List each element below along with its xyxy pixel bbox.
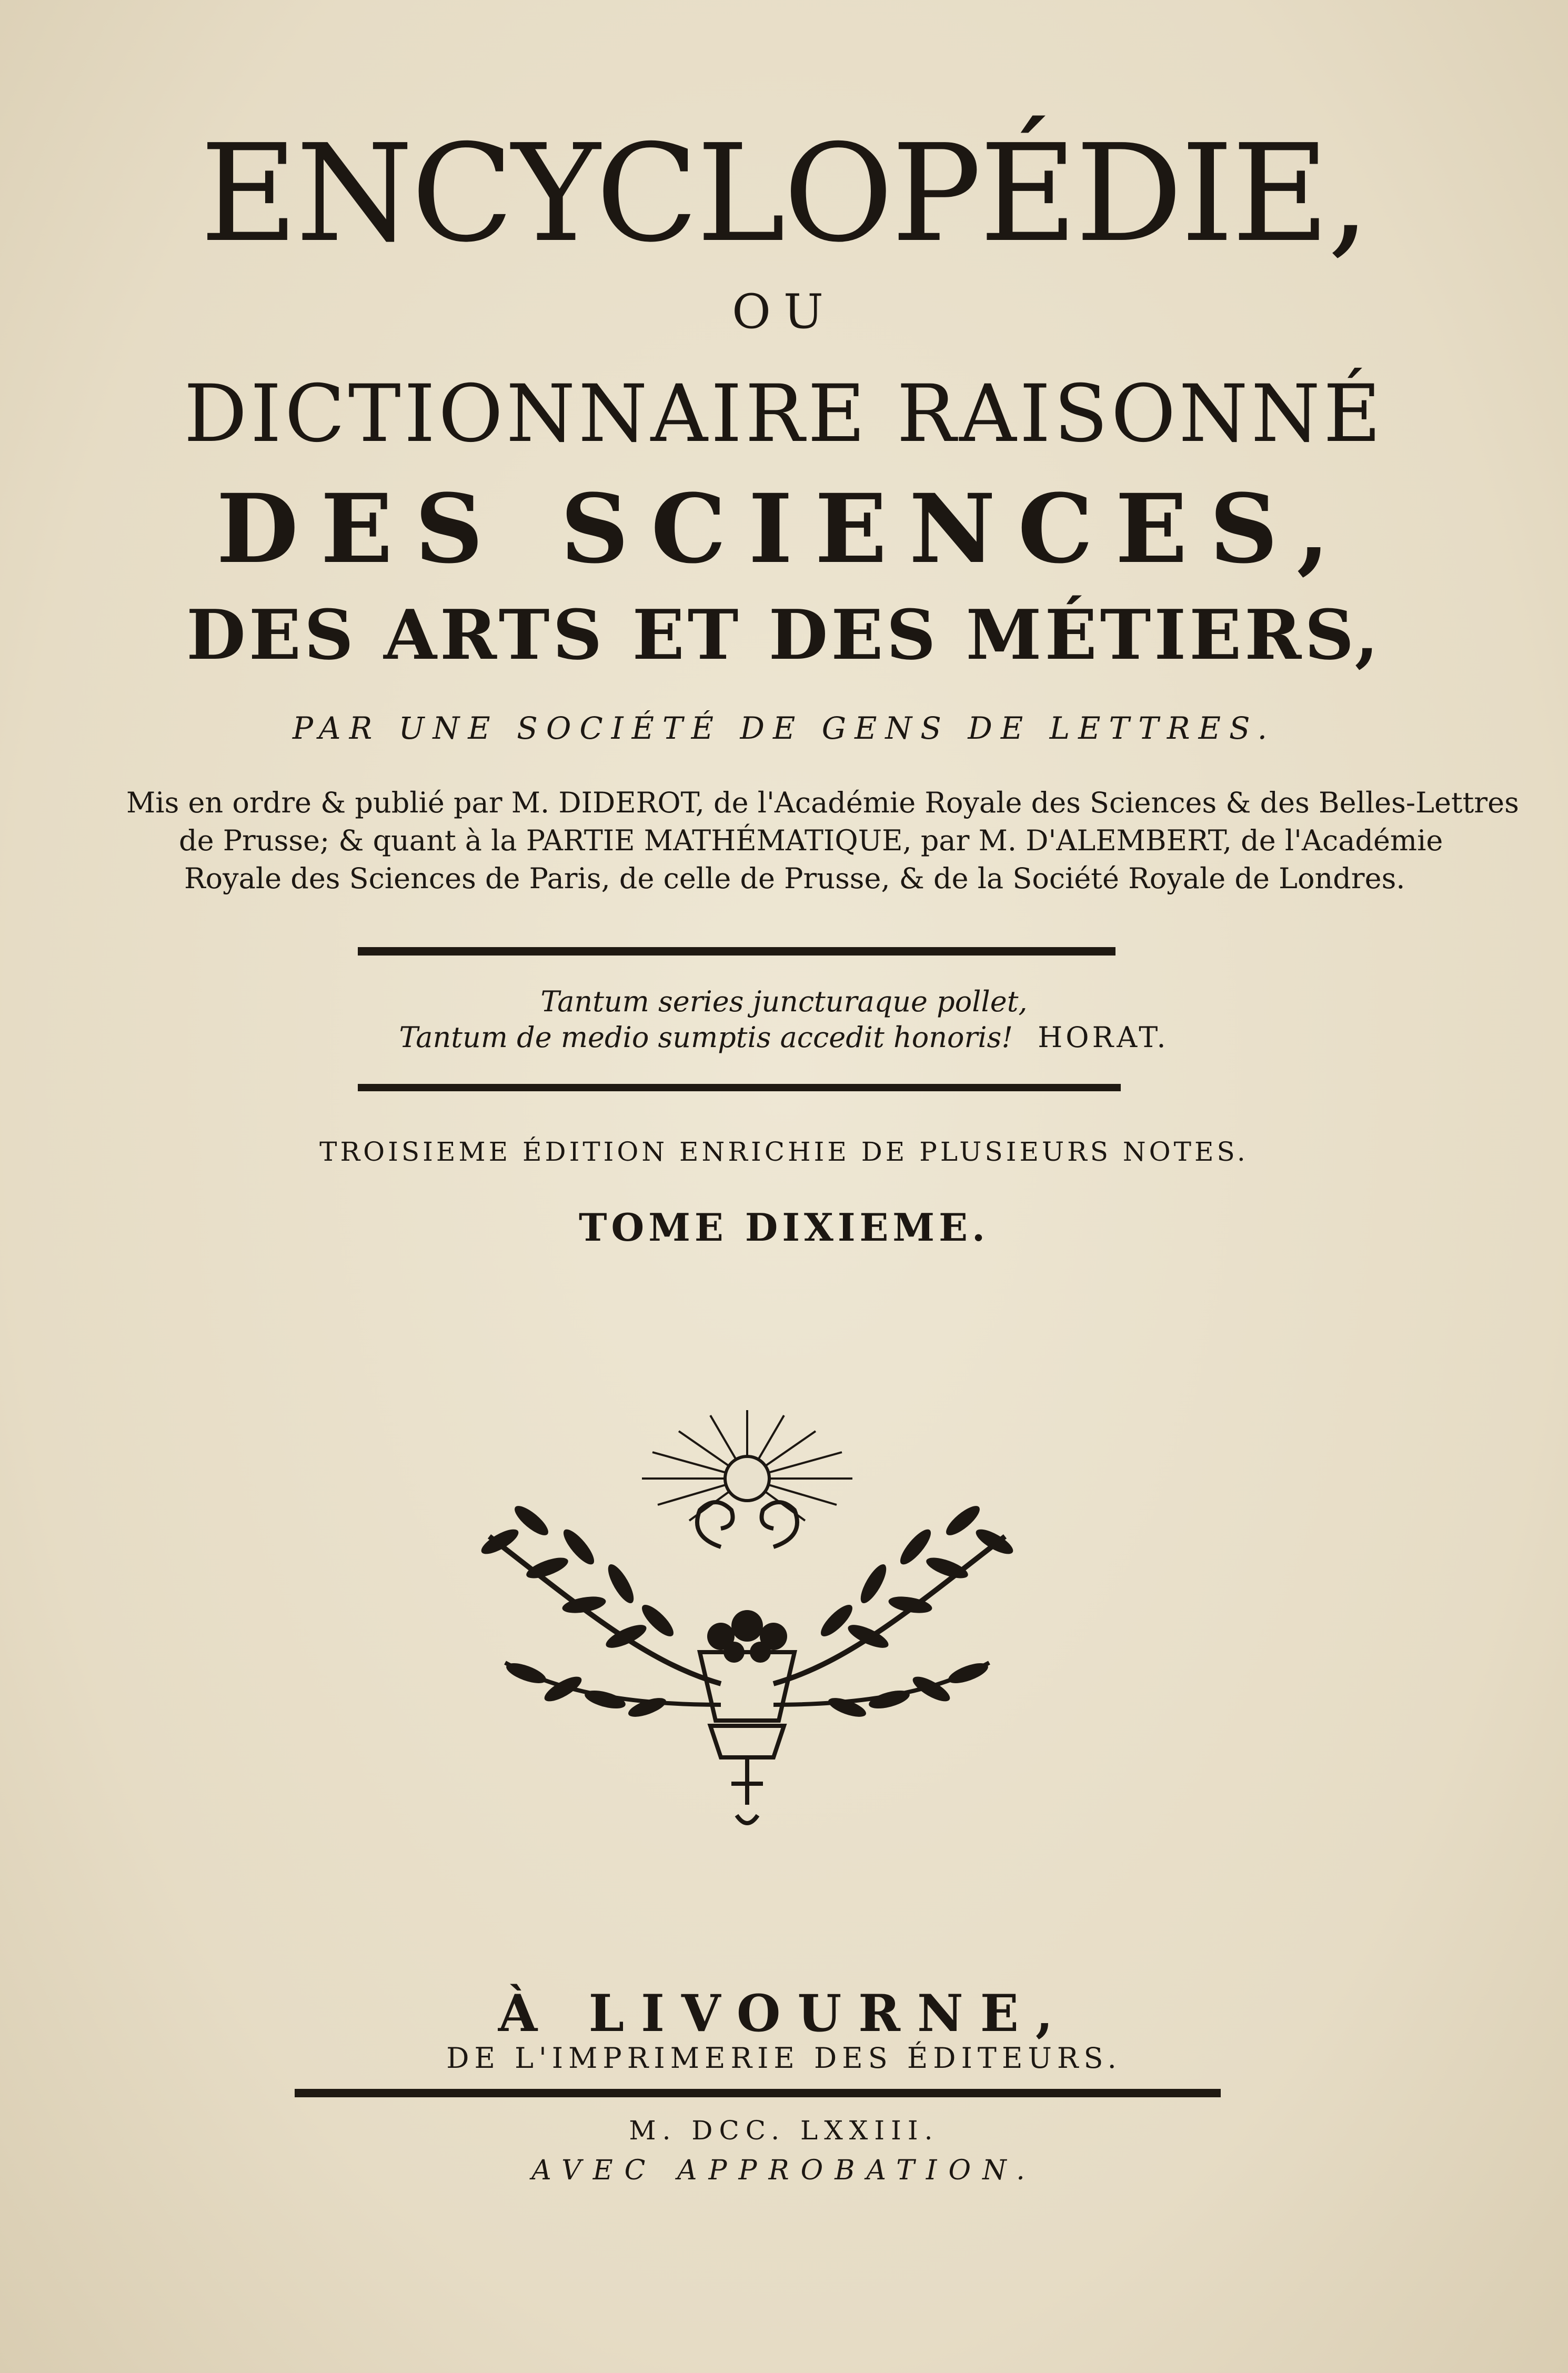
rule-top: [358, 947, 1115, 956]
printer-vignette-ornament: [426, 1389, 1068, 1863]
edition-statement: TROISIEME ÉDITION ENRICHIE DE PLUSIEURS NOTES.: [319, 1137, 1249, 1167]
motto-line-2: Tantum de medio sumptis accedit honoris!: [399, 1021, 1013, 1054]
responsibility-line-3: Royale des Sciences de Paris, de celle de Prusse, & de la Société Royale de Londres.: [184, 862, 1405, 895]
authorship-line: PAR UNE SOCIÉTÉ DE GENS DE LETTRES.: [292, 710, 1276, 746]
responsibility-statement: [126, 784, 1519, 898]
subtitle-line-dictionnaire: DICTIONNAIRE RAISONNÉ: [184, 368, 1384, 460]
responsibility-line-2: de Prusse; & quant à la PARTIE MATHÉMATIQUE, par M. D'ALEMBERT, de l'Académie: [179, 824, 1443, 857]
motto: [0, 984, 1568, 1055]
motto-author: HORAT.: [1038, 1021, 1169, 1054]
rule-middle: [358, 1084, 1121, 1091]
subtitle-ou: OU: [732, 284, 836, 339]
volume-number: TOME DIXIEME.: [578, 1205, 990, 1250]
motto-line-1: Tantum series juncturaque pollet,: [540, 985, 1028, 1018]
imprint-city: À LIVOURNE,: [498, 1984, 1070, 2043]
subtitle-line-arts: DES ARTS ET DES MÉTIERS,: [186, 595, 1382, 675]
imprint-approbation: AVEC APPROBATION.: [531, 2155, 1037, 2186]
imprint-printer: DE L'IMPRIMERIE DES ÉDITEURS.: [446, 2042, 1122, 2075]
rule-bottom: [295, 2089, 1221, 2097]
responsibility-line-1: Mis en ordre & publié par M. DIDEROT, de l'Académie Royale des Sciences & des Belles-Lettres: [126, 786, 1519, 819]
imprint-year: M. DCC. LXXIII.: [629, 2115, 939, 2146]
main-title: ENCYCLOPÉDIE,: [200, 116, 1368, 272]
subtitle-line-sciences: DES SCIENCES,: [216, 474, 1352, 585]
